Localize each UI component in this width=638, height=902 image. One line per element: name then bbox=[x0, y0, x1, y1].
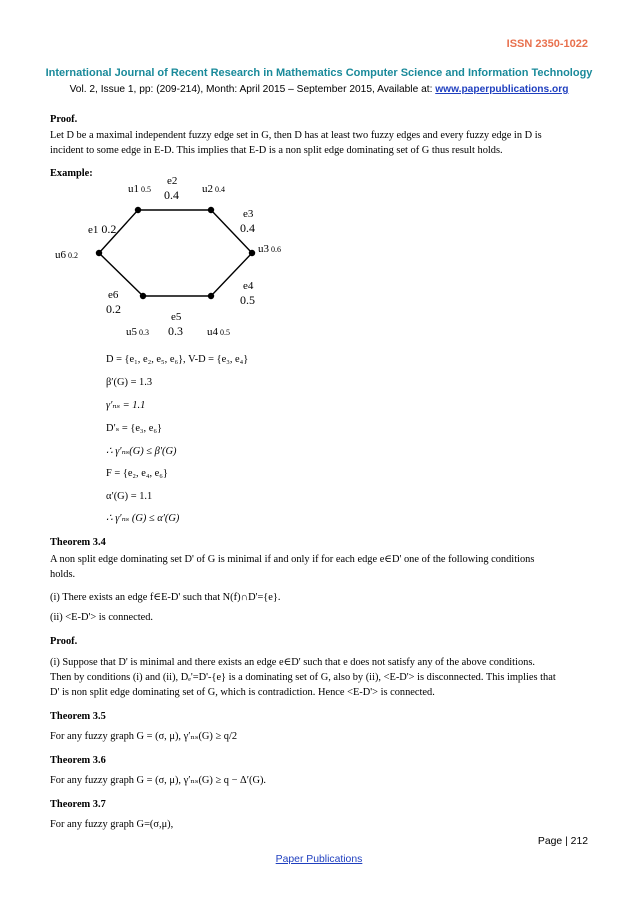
vertex-label-u3: u3 0.6 bbox=[258, 243, 281, 255]
therefore-line-1: ∴ γ′ₙₛ(G) ≤ β′(G) bbox=[106, 446, 177, 457]
edge-label-e2-weight: 0.4 bbox=[164, 188, 179, 202]
proof-2-line-3: D' is non split edge dominating set of G, which is contradiction. Hence <E-D'> is connected. bbox=[50, 687, 435, 698]
theorem-3-6-text: For any fuzzy graph G = (σ, μ), γ′ₙₛ(G) ≥ q − Δ′(G). bbox=[50, 775, 267, 786]
edge-label-e5-weight: 0.3 bbox=[168, 324, 183, 338]
vertex-u4 bbox=[208, 293, 214, 299]
edge-label-e3-name: e3 bbox=[243, 208, 254, 220]
proof-2-line-2: Then by conditions (i) and (ii), Dₑ'=D'-{e} is a dominating set of G, also by (ii), <E-D'> is disconnected. This implies that bbox=[50, 672, 556, 683]
publisher-link[interactable]: Paper Publications bbox=[275, 854, 363, 865]
journal-link[interactable]: www.paperpublications.org bbox=[435, 84, 569, 95]
theorem-3-4-condition-2: (ii) <E-D'> is connected. bbox=[50, 612, 154, 623]
therefore-line-2: ∴ γ′ₙₛ (G) ≤ α′(G) bbox=[106, 513, 180, 524]
beta-line: β′(G) = 1.3 bbox=[106, 377, 153, 388]
proof-2-line-1: (i) Suppose that D' is minimal and there exists an edge e∈D' such that e does not satisfy any of the above conditions. bbox=[50, 657, 535, 668]
edge-label-e2-name: e2 bbox=[167, 175, 178, 187]
edge-label-e3-weight: 0.4 bbox=[240, 221, 255, 235]
proof-line-2: incident to some edge in E-D. This implies that E-D is a non split edge dominating set of G thus result holds. bbox=[50, 145, 503, 156]
theorem-3-4-condition-1: (i) There exists an edge f∈E-D' such that N(f)∩D'={e}. bbox=[50, 592, 281, 603]
vertex-u5 bbox=[140, 293, 146, 299]
edge-label-e6-name: e6 bbox=[108, 289, 119, 301]
edge-e6 bbox=[99, 253, 143, 296]
theorem-3-4-heading: Theorem 3.4 bbox=[50, 537, 106, 548]
edge-label-e1: e1 0.2 bbox=[88, 222, 117, 236]
issn-label: ISSN 2350-1022 bbox=[506, 38, 588, 50]
edge-label-e5-name: e5 bbox=[171, 311, 182, 323]
volume-text: Vol. 2, Issue 1, pp: (209-214), Month: April 2015 – September 2015, Available at: bbox=[69, 84, 436, 95]
gamma-ns-line: γ′ₙₛ = 1.1 bbox=[106, 400, 146, 411]
d-s-line: D′ₛ = {e₃, e₆} bbox=[106, 423, 162, 434]
example-heading: Example: bbox=[50, 168, 93, 179]
vertex-label-u5: u5 0.3 bbox=[126, 326, 149, 338]
vertex-u1 bbox=[135, 207, 141, 213]
theorem-3-7-text: For any fuzzy graph G=(σ,μ), bbox=[50, 819, 174, 830]
theorem-3-5-heading: Theorem 3.5 bbox=[50, 711, 106, 722]
edge-label-e6-weight: 0.2 bbox=[106, 302, 121, 316]
theorem-3-5-text: For any fuzzy graph G = (σ, μ), γ′ₙₛ(G) ≥ q/2 bbox=[50, 731, 238, 742]
vertex-u2 bbox=[208, 207, 214, 213]
proof-line-1: Let D be a maximal independent fuzzy edge set in G, then D has at least two fuzzy edges and every fuzzy edge in D is bbox=[50, 130, 542, 141]
vertex-u6 bbox=[96, 250, 102, 256]
edge-label-e4-name: e4 bbox=[243, 280, 254, 292]
vertex-label-u4: u4 0.5 bbox=[207, 326, 230, 338]
d-set-line: D = {e₁, e₂, e₅, e₆}, V-D = {e₃, e₄} bbox=[106, 354, 249, 365]
vertex-label-u2: u2 0.4 bbox=[202, 183, 225, 195]
theorem-3-4-line-1: A non split edge dominating set D' of G is minimal if and only if for each edge e∈D' one of the following conditions bbox=[50, 554, 535, 565]
page-number: Page | 212 bbox=[537, 836, 588, 847]
theorem-3-7-heading: Theorem 3.7 bbox=[50, 799, 106, 810]
proof-2-heading: Proof. bbox=[50, 636, 78, 647]
vertex-label-u1: u1 0.5 bbox=[128, 183, 151, 195]
theorem-3-6-heading: Theorem 3.6 bbox=[50, 755, 106, 766]
alpha-line: α′(G) = 1.1 bbox=[106, 491, 153, 502]
f-set-line: F = {e₂, e₄, e₆} bbox=[106, 468, 168, 479]
edge-label-e4-weight: 0.5 bbox=[240, 293, 255, 307]
proof-heading: Proof. bbox=[50, 114, 78, 125]
vertex-label-u6: u6 0.2 bbox=[55, 249, 78, 261]
vertex-u3 bbox=[249, 250, 255, 256]
journal-title: International Journal of Recent Research in Mathematics Computer Science and Information Technology bbox=[45, 67, 593, 79]
theorem-3-4-line-2: holds. bbox=[50, 569, 76, 580]
